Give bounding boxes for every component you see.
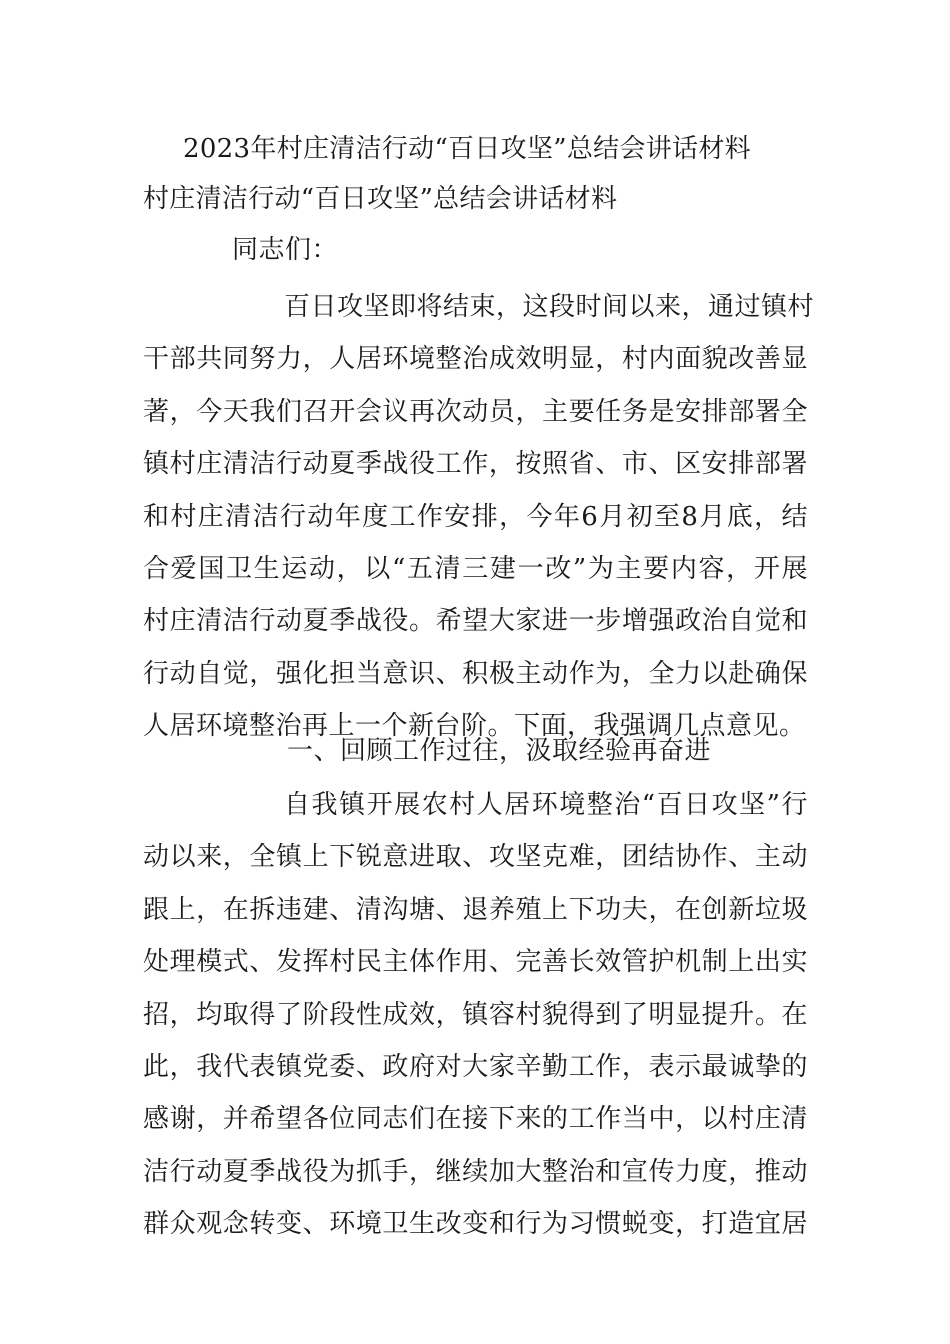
section-heading: 一、回顾工作过往，汲取经验再奋进 [287,736,712,766]
paragraph-line: 洁行动夏季战役为抓手，继续加大整治和宣传力度，推动 [143,1156,808,1187]
paragraph-line: 和村庄清洁行动年度工作安排，今年6月初至8月底，结 [143,501,808,532]
paragraph-line: 群众观念转变、环境卫生改变和行为习惯蜕变，打造宜居 [143,1209,808,1240]
document-title: 2023年村庄清洁行动“百日攻坚”总结会讲话材料 [183,134,751,164]
paragraph-line: 干部共同努力，人居环境整治成效明显，村内面貌改善显 [143,344,808,375]
paragraph-line: 行动自觉，强化担当意识、积极主动作为，全力以赴确保 [143,658,808,689]
paragraph-line: 跟上，在拆违建、清沟塘、退养殖上下功夫，在创新垃圾 [143,894,808,925]
paragraph-1 [143,281,815,753]
paragraph-2 [143,779,808,1251]
greeting: 同志们： [232,235,339,265]
paragraph-line: 合爱国卫生运动，以“五清三建一改”为主要内容，开展 [143,553,808,584]
paragraph-line: 村庄清洁行动夏季战役。希望大家进一步增强政治自觉和 [143,606,808,637]
paragraph-line: 百日攻坚即将结束，这段时间以来，通过镇村 [284,292,815,322]
paragraph-line: 感谢，并希望各位同志们在接下来的工作当中，以村庄清 [143,1104,808,1135]
paragraph-line: 处理模式、发挥村民主体作用、完善长效管护机制上出实 [143,947,808,978]
document-subtitle: 村庄清洁行动“百日攻坚”总结会讲话材料 [143,184,618,214]
paragraph-line: 镇村庄清洁行动夏季战役工作，按照省、市、区安排部署 [143,449,808,480]
paragraph-line: 人居环境整治再上一个新台阶。下面，我强调几点意见。 [143,711,806,742]
paragraph-line: 自我镇开展农村人居环境整治“百日攻坚”行 [284,790,808,820]
paragraph-line: 此，我代表镇党委、政府对大家辛勤工作，表示最诚挚的 [143,1051,808,1082]
paragraph-line: 动以来，全镇上下锐意进取、攻坚克难，团结协作、主动 [143,842,808,873]
paragraph-line: 招，均取得了阶段性成效，镇容村貌得到了明显提升。在 [143,999,808,1030]
paragraph-line: 著，今天我们召开会议再次动员，主要任务是安排部署全 [143,396,808,427]
